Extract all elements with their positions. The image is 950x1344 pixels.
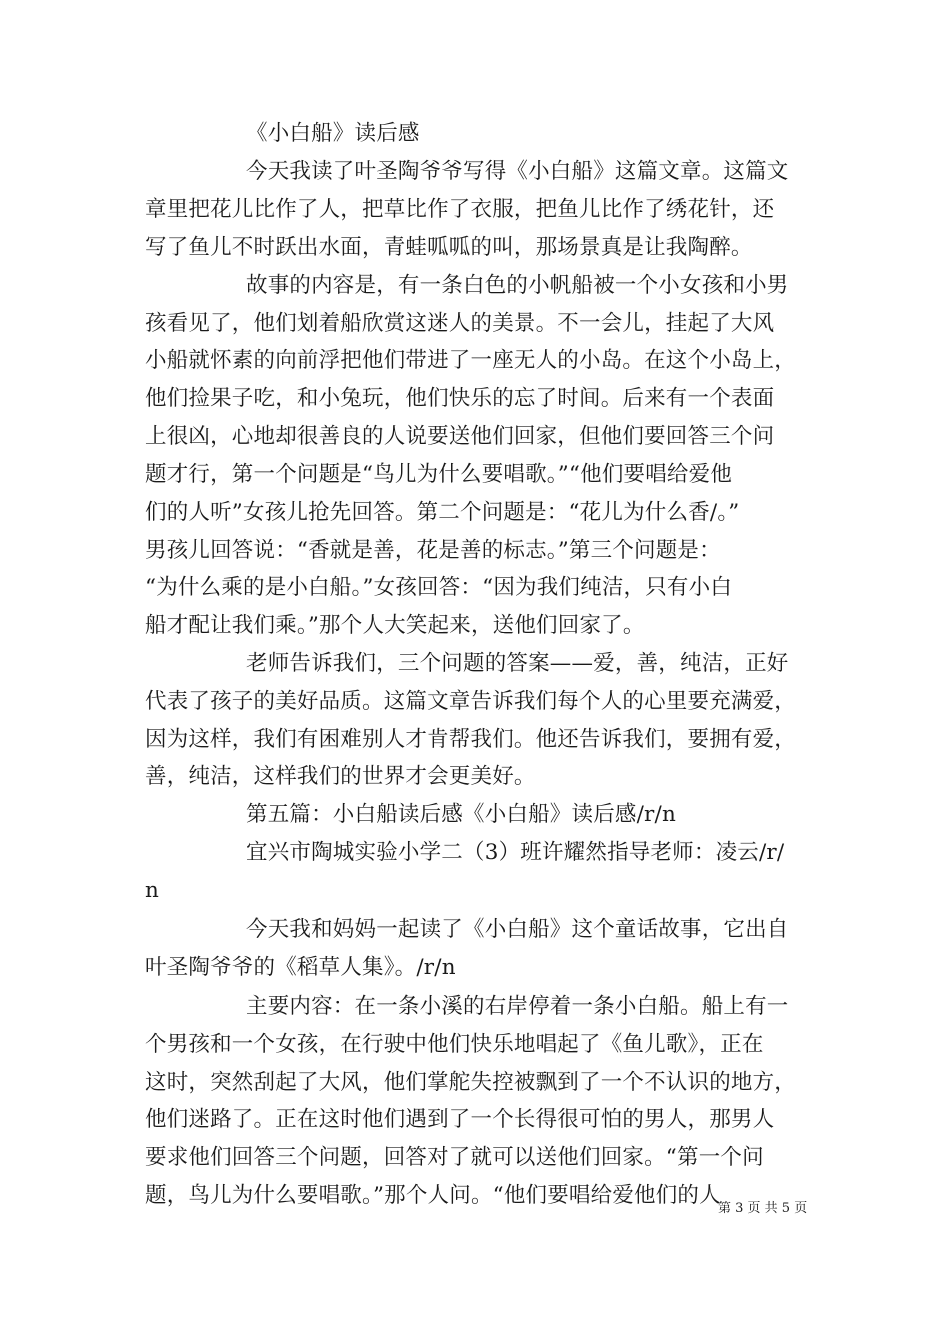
text-line: n: [145, 878, 160, 903]
text-line: 要求他们回答三个问题，回答对了就可以送他们回家。“第一个问: [145, 1145, 764, 1170]
text-line: 章里把花儿比作了人，把草比作了衣服，把鱼儿比作了绣花针，还: [145, 197, 775, 222]
text-line: 这时，突然刮起了大风，他们掌舵失控被飘到了一个不认识的地方，: [145, 1070, 797, 1095]
text-line: 今天我和妈妈一起读了《小白船》这个童话故事，它出自: [246, 917, 789, 942]
text-line: 们的人听”女孩儿抢先回答。第二个问题是：“花儿为什么香/。”: [145, 500, 740, 525]
text-line: 故事的内容是，有一条白色的小帆船被一个小女孩和小男: [246, 273, 789, 298]
text-line: 今天我读了叶圣陶爷爷写得《小白船》这篇文章。这篇文: [246, 159, 789, 184]
text-line: 写了鱼儿不时跃出水面，青蛙呱呱的叫，那场景真是让我陶醉。: [145, 235, 753, 260]
section-heading: 第五篇：小白船读后感《小白船》读后感/r/n: [246, 802, 677, 827]
text-line: 善，纯洁，这样我们的世界才会更美好。: [145, 764, 536, 789]
text-line: 因为这样，我们有困难别人才肯帮我们。他还告诉我们，要拥有爱，: [145, 727, 797, 752]
text-line: 船才配让我们乘。”那个人大笑起来，送他们回家了。: [145, 613, 645, 638]
text-line: 他们捡果子吃，和小兔玩，他们快乐的忘了时间。后来有一个表面: [145, 386, 775, 411]
text-line: 他们迷路了。正在这时他们遇到了一个长得很可怕的男人，那男人: [145, 1107, 775, 1132]
text-line: 叶圣陶爷爷的《稻草人集》。/r/n: [145, 955, 456, 980]
text-line: 代表了孩子的美好品质。这篇文章告诉我们每个人的心里要充满爱，: [145, 689, 797, 714]
text-line: “为什么乘的是小白船。”女孩回答：“因为我们纯洁，只有小白: [145, 575, 733, 600]
text-line: 题才行，第一个问题是“鸟儿为什么要唱歌。”“他们要唱给爱他: [145, 462, 733, 487]
text-line: 主要内容：在一条小溪的右岸停着一条小白船。船上有一: [246, 994, 789, 1019]
page-number: 第 3 页 共 5 页: [718, 1201, 808, 1216]
text-line: 孩看见了，他们划着船欣赏这迷人的美景。不一会儿，挂起了大风: [145, 311, 775, 336]
text-line: 老师告诉我们，三个问题的答案——爱，善，纯洁，正好: [246, 651, 789, 676]
text-line: 上很凶，心地却很善良的人说要送他们回家，但他们要回答三个问: [145, 424, 775, 449]
text-line: 题，鸟儿为什么要唱歌。”那个人问。“他们要唱给爱他们的人: [145, 1183, 721, 1208]
author-line: 宜兴市陶城实验小学二（3）班许耀然指导老师：凌云/r/: [246, 840, 785, 865]
text-line: 男孩儿回答说：“香就是善，花是善的标志。”第三个问题是：: [145, 538, 721, 563]
article-title: 《小白船》读后感: [246, 121, 420, 146]
text-line: 个男孩和一个女孩，在行驶中他们快乐地唱起了《鱼儿歌》，正在: [145, 1032, 764, 1057]
text-line: 小船就怀素的向前浮把他们带进了一座无人的小岛。在这个小岛上，: [145, 348, 797, 373]
